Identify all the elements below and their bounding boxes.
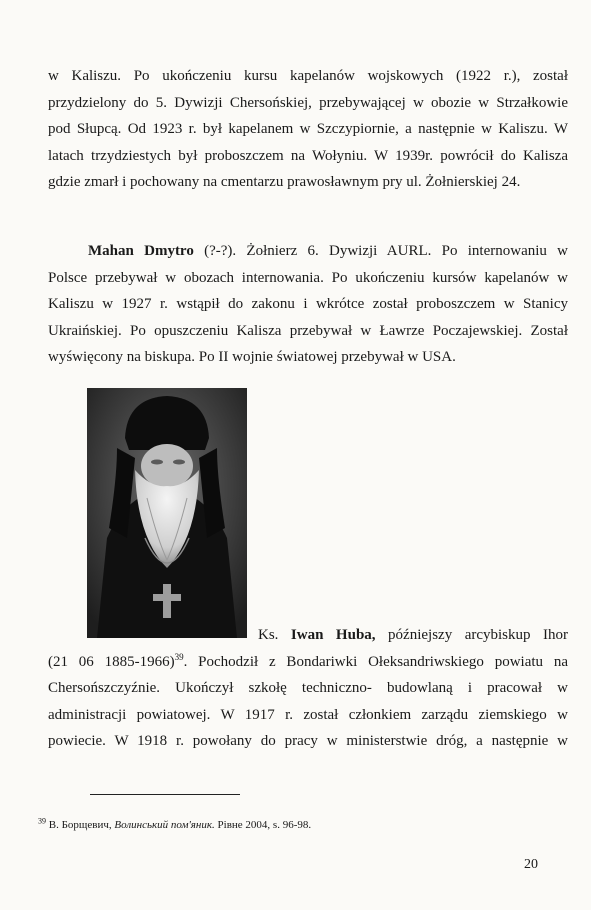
footnote [38,818,311,832]
text-fragment: Ks. [258,627,291,643]
footnote-number: 39 [38,816,46,826]
text-line: Chersońszczyźnie. Ukończył szkołę techniczno- budowlaną i pracował w [48,680,568,696]
entry-name: Mahan Dmytro [88,243,194,259]
text-line: powiecie. W 1918 r. powołany do pracy w ministerstwie dróg, a następnie w [48,733,568,749]
paragraph-2 [48,238,568,371]
text-line: Kaliszu w 1927 r. wstąpił do zakonu i wkrótce został proboszczem w Stanicy [48,296,568,312]
paragraph-1 [48,63,568,196]
text-fragment: . Pochodził z Bondariwki Ołeksandriwskiego powiatu na [183,653,568,670]
text-line: Polsce przebywał w obozach internowania. Po ukończeniu kursów kapelanów w [48,269,568,286]
text-line: gdzie zmarł i pochowany na cmentarzu prawosławnym pry ul. Żołnierskiej 24. [48,174,521,190]
text-line: latach trzydziestych był proboszczem na Wołyniu. W 1939r. powrócił do Kalisza [48,147,568,164]
page-number: 20 [524,857,538,872]
text-line: w Kaliszu. Po ukończeniu kursu kapelanów wojskowych (1922 r.), został [48,68,568,84]
footnote-title: Волинський пом'яник. [114,819,215,831]
text-line: wyświęcony na biskupa. Po II wojnie światowej przebywał w USA. [48,349,456,365]
text-fragment: (?-?). Żołnierz 6. Dywizji AURL. Po internowaniu w [193,243,568,259]
footnote-reference[interactable]: 39 [174,651,184,662]
paragraph-3 [48,622,568,755]
text-line: administracji powiatowej. W 1917 r. został członkiem zarządu ziemskiego w [48,706,568,723]
text-line: pod Słupcą. Od 1923 r. był kapelanem w Szczypiornie, a następnie w Kaliszu. W [48,121,568,137]
entry-name: Iwan Huba, [290,627,376,643]
text-line: Ukraińskiej. Po opuszczeniu Kalisza przebywał w Ławrze Poczajewskiej. Został [48,322,568,339]
portrait-photo [87,388,247,638]
text-fragment: późniejszy arcybiskup Ihor [375,627,568,643]
text-line: przydzielony do 5. Dywizji Chersońskiej, przebywającej w obozie w Strzałkowie [48,94,568,111]
text-fragment: (21 06 1885-1966) [48,653,175,670]
footnote-author: В. Борщевич, [46,819,115,831]
footnote-details: Рівне 2004, s. 96-98. [214,819,312,831]
text-line [48,649,568,676]
text-line [48,238,568,265]
footnote-divider [90,794,240,795]
text-line [48,622,568,649]
